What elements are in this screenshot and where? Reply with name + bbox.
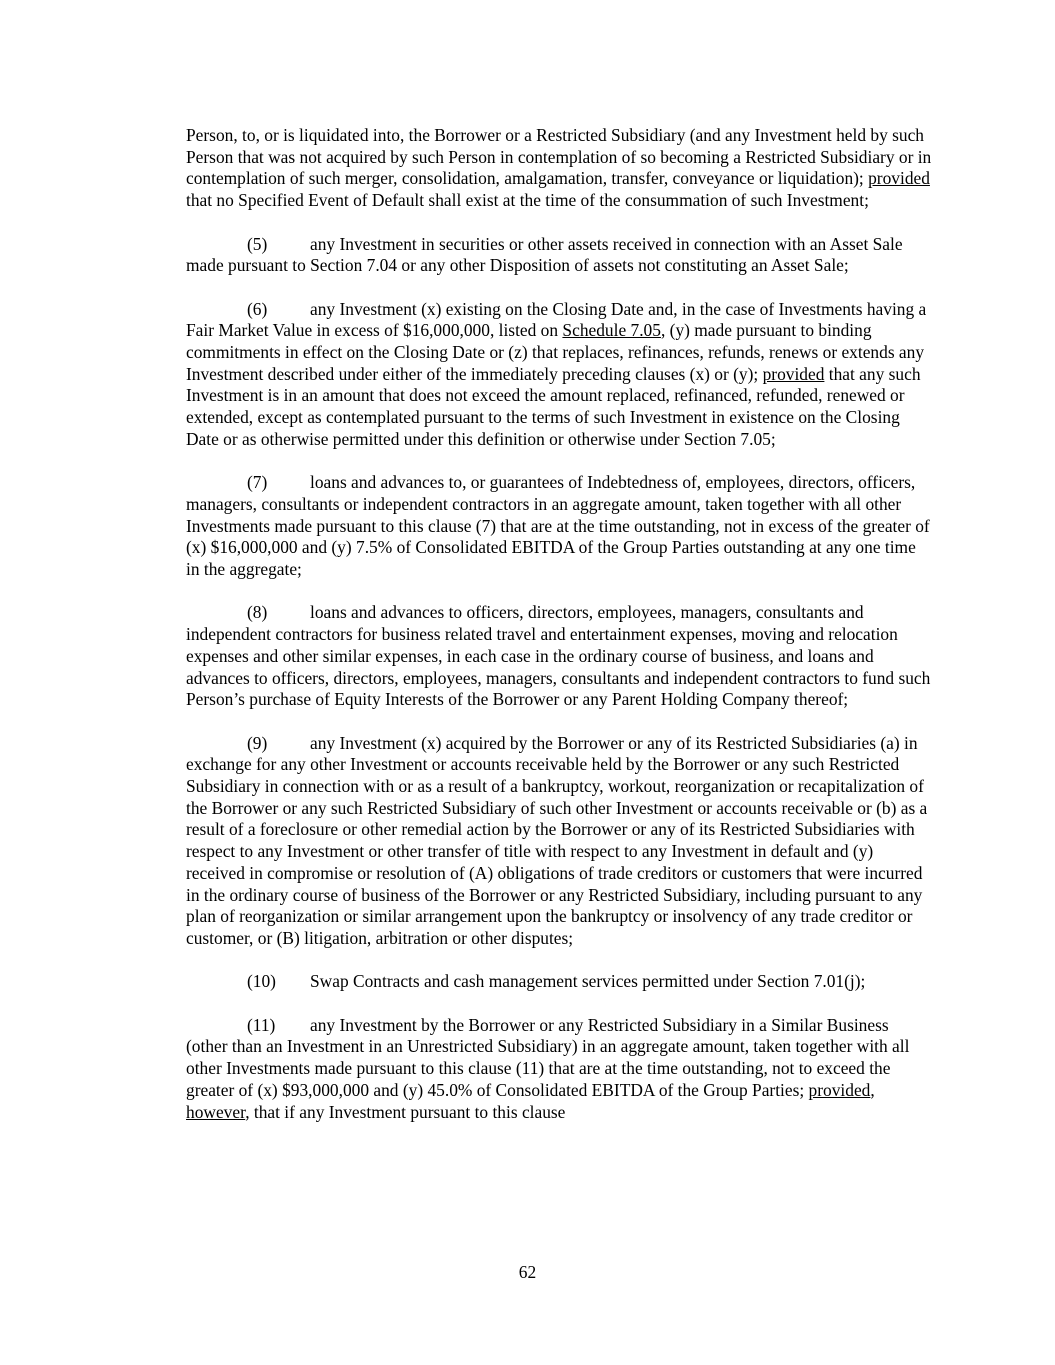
document-body [186,125,932,1145]
text-run: , that if any Investment pursuant to this clause [245,1101,566,1122]
text-run: any Investment (x) existing on the Closing Date and, in the case of Investments having a Fair Market Value in excess of $16,000,000, listed on [186,298,927,341]
text-run: any Investment (x) acquired by the Borrower or any of its Restricted Subsidiaries (a) in exchange for any other Investment or accounts receivable held by the Borrower or any such Restricted Subsidiary in connection with or as a result of a bankruptcy, workout, reorganization or recapitalization of the Borrower or any such Restricted Subsidiary of such other Investment or accounts receivable or (b) as a result of a foreclosure or other remedial action by the Borrower or any of its Restricted Subsidiaries with respect to any Investment or other transfer of title with respect to any Investment in default and (y) received in compromise or resolution of (A) obligations of trade creditors or customers that were incurred in the ordinary course of business of the Borrower or any Restricted Subsidiary, including pursuant to any plan of reorganization or similar arrangement upon the bankruptcy or insolvency of any trade creditor or customer, or (B) litigation, arbitration or other disputes; [186,732,928,948]
clause-number: (10) [247,971,276,992]
text-run: Swap Contracts and cash management services permitted under Section 7.01(j); [310,971,866,992]
paragraph-continuation [186,125,932,212]
text-run: that no Specified Event of Default shall exist at the time of the consummation of such Investment; [186,190,869,211]
clause-number: (11) [247,1014,276,1035]
underlined-term: provided [868,168,930,189]
clause-number: (6) [247,298,268,319]
underlined-term: however [186,1101,246,1122]
clause-number: (8) [247,602,268,623]
clause-8 [186,602,932,711]
text-run: any Investment in securities or other assets received in connection with an Asset Sale made pursuant to Section 7.04 or any other Disposition of assets not constituting an Asset Sale; [186,233,903,276]
text-run: loans and advances to officers, directors, employees, managers, consultants and independent contractors for business related travel and entertainment expenses, moving and relocation expenses and other similar expenses, in each case in the ordinary course of business, and loans and advances to officers, directors, employees, managers, consultants and independent contractors to fund such Person’s purchase of Equity Interests of the Borrower or any Parent Holding Company thereof; [186,602,931,710]
clause-7 [186,472,932,581]
text-run: Person, to, or is liquidated into, the Borrower or a Restricted Subsidiary (and any Investment held by such Person that was not acquired by such Person in contemplation of so becoming a Restricted Subsidiary or in contemplation of such merger, consolidation, amalgamation, transfer, conveyance or liquidation); [186,125,932,189]
underlined-term: Schedule 7.05 [562,320,661,341]
underlined-term: provided [808,1079,871,1100]
clause-10 [186,971,932,993]
text-run: , (y) made pursuant to binding commitments in effect on the Closing Date or (z) that replaces, refinances, refunds, renews or extends any Investment described under either of the immediately preceding clauses (x) or (y); [186,320,925,384]
clause-number: (7) [247,472,268,493]
clause-number: (9) [247,732,268,753]
clause-9 [186,733,932,950]
clause-number: (5) [247,233,268,254]
text-run: any Investment by the Borrower or any Restricted Subsidiary in a Similar Business (other than an Investment in an Unrestricted Subsidiary) in an aggregate amount, taken together with all other Investments made pursuant to this clause (11) that are at the time outstanding, not to exceed the greater of (x) $93,000,000 and (y) 45.0% of Consolidated EBITDA of the Group Parties; [186,1014,910,1100]
clause-11 [186,1015,932,1124]
text-run: loans and advances to, or guarantees of Indebtedness of, employees, directors, officers, managers, consultants or independent contractors in an aggregate amount, taken together with all other Investments made pursuant to this clause (7) that are at the time outstanding, not in excess of the greater of (x) $16,000,000 and (y) 7.5% of Consolidated EBITDA of the Group Parties outstanding at any one time in the aggregate; [186,472,930,580]
page-number: 62 [518,1262,537,1282]
clause-6 [186,299,932,451]
text-run: that any such Investment is in an amount that does not exceed the amount replaced, refinanced, refunded, renewed or extended, except as contemplated pursuant to the terms of such Investment in existence on the Closing Date or as otherwise permitted under this definition or otherwise under Section 7.05; [186,363,921,449]
text-run: , [870,1079,875,1100]
underlined-term: provided [762,363,825,384]
clause-5 [186,234,932,277]
